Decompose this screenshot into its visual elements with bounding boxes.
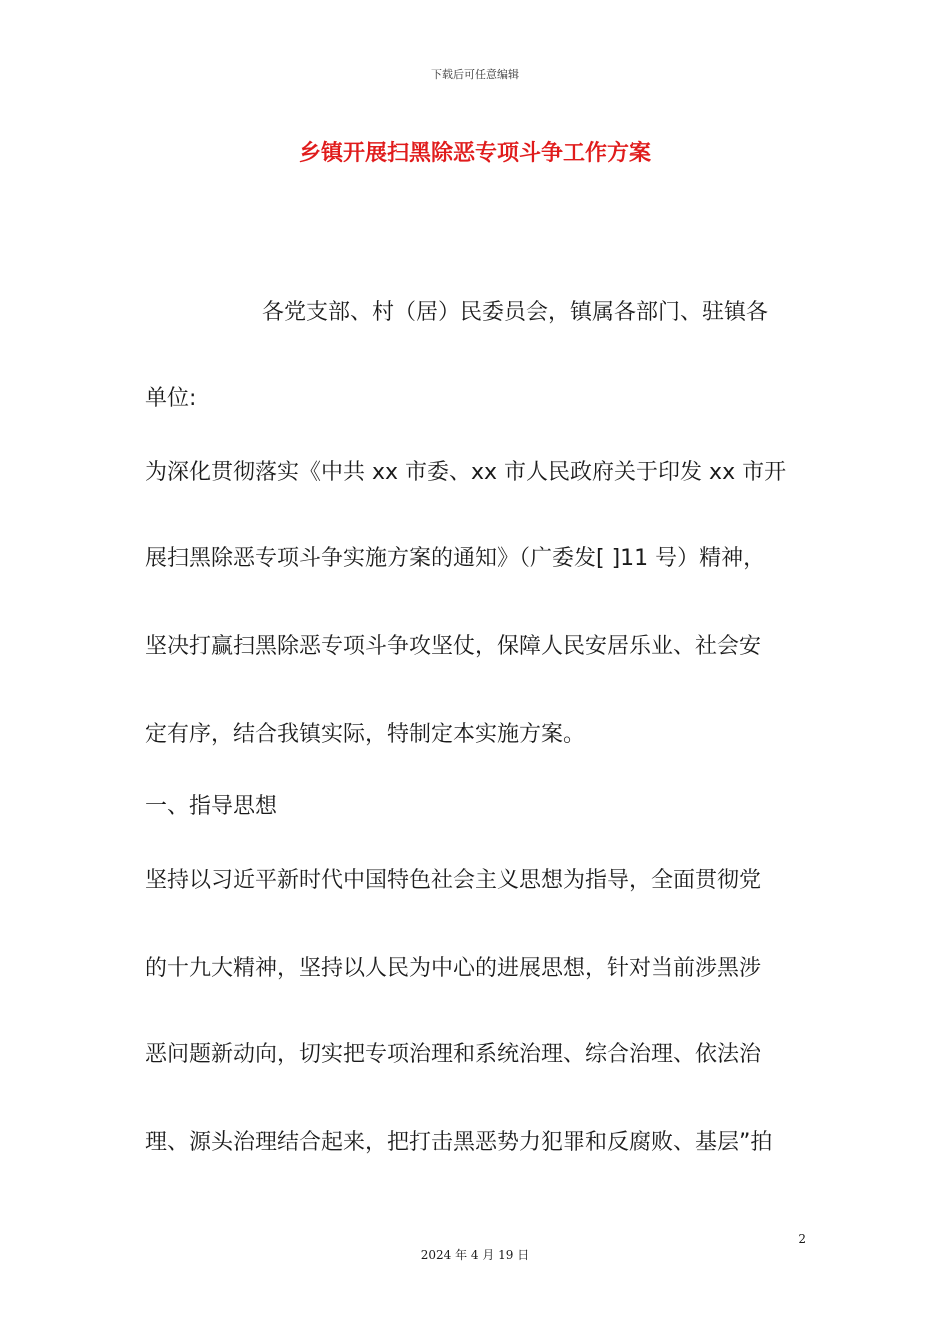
- salutation-continuation: 单位:: [145, 386, 197, 411]
- paragraph-line: 坚决打赢扫黑除恶专项斗争攻坚仗，保障人民安居乐业、社会安: [145, 634, 762, 659]
- section-heading: 一、指导思想: [145, 794, 278, 819]
- paragraph-line: 理、源头治理结合起来，把打击黑恶势力犯罪和反腐败、基层”拍: [145, 1130, 773, 1155]
- page-number: 2: [798, 1232, 806, 1246]
- salutation-line: 各党支部、村（居）民委员会，镇属各部门、驻镇各: [262, 300, 769, 325]
- paragraph-line: 恶问题新动向，切实把专项治理和系统治理、综合治理、依法治: [145, 1042, 762, 1067]
- paragraph-line: 展扫黑除恶专项斗争实施方案的通知》（广委发[ ]11 号）精神，: [145, 546, 766, 571]
- paragraph-line: 定有序，结合我镇实际，特制定本实施方案。: [145, 722, 586, 747]
- header-note: 下载后可任意编辑: [431, 68, 519, 81]
- paragraph-line: 为深化贯彻落实《中共 xx 市委、xx 市人民政府关于印发 xx 市开: [145, 460, 787, 485]
- paragraph-line: 的十九大精神，坚持以人民为中心的进展思想，针对当前涉黑涉: [145, 956, 762, 981]
- document-title: 乡镇开展扫黑除恶专项斗争工作方案: [298, 141, 651, 166]
- footer-date: 2024 年 4 月 19 日: [420, 1248, 530, 1262]
- paragraph-line: 坚持以习近平新时代中国特色社会主义思想为指导，全面贯彻党: [145, 868, 762, 893]
